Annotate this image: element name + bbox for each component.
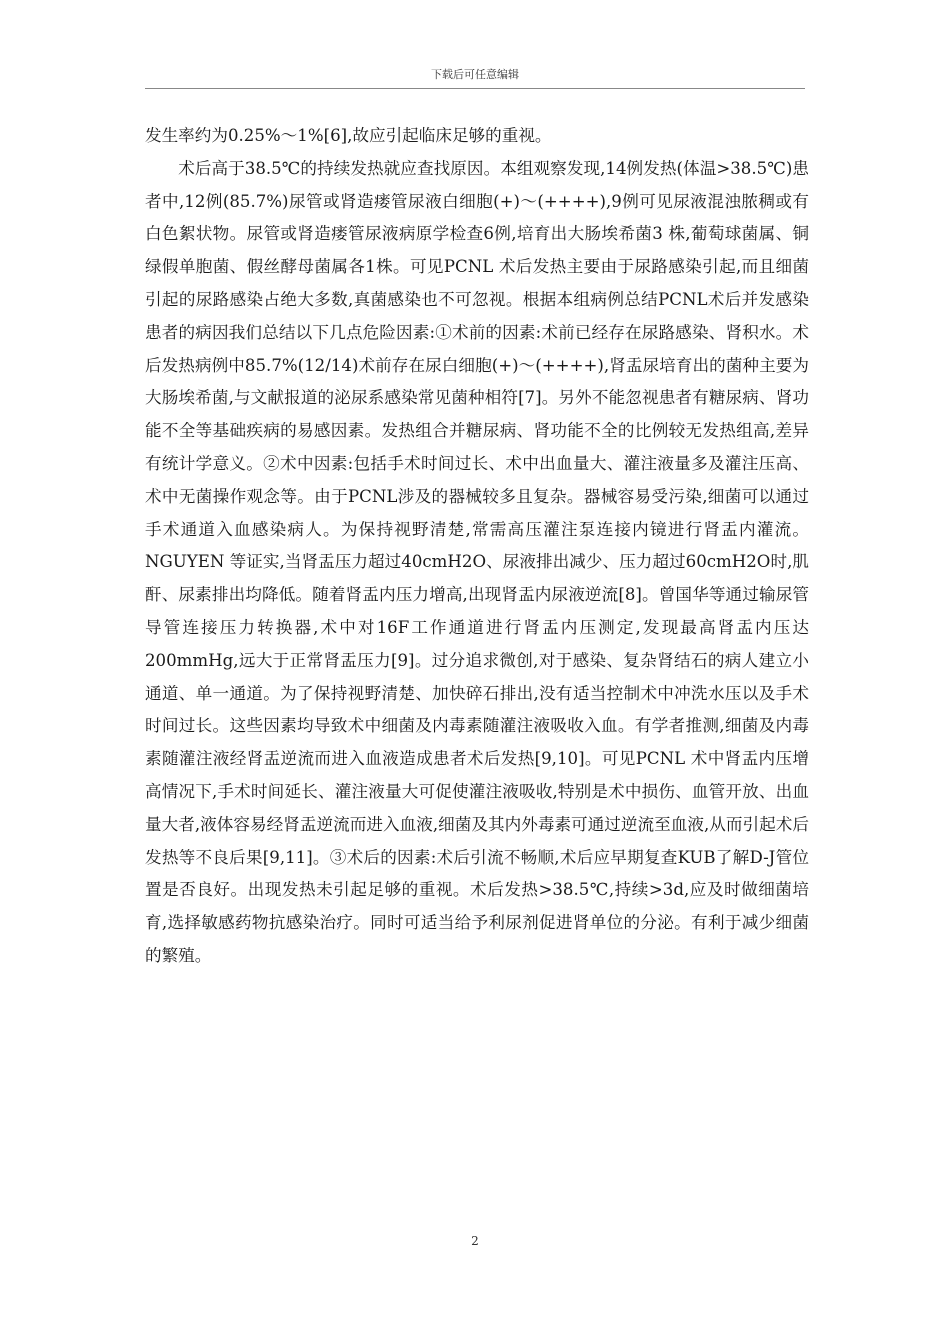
page-header: 下载后可任意编辑 — [431, 68, 519, 81]
header-rule — [145, 88, 805, 89]
paragraph-continuation: 发生率约为0.25%～1%[6],故应引起临床足够的重视。 — [145, 126, 552, 145]
page-number: 2 — [471, 1234, 479, 1248]
paragraph-main: 术后高于38.5℃的持续发热就应查找原因。本组观察发现,14例发热(体温>38.5℃)患者中,12例(85.7%)尿管或肾造瘘管尿液白细胞(+)～(++++),9例可见尿液混浊脓稠或有白色絮状物。尿管或肾造瘘管尿液病原学检查6例,培育出大肠埃希菌3 株,葡萄球菌属、铜绿假单胞菌、假丝酵母菌属各1株。可见PCNL 术后发热主要由于尿路感染引起,而且细菌引起的尿路感染占绝大多数,真菌感染也不可忽视。根据本组病例总结PCNL术后并发感染患者的病因我们总结以下几点危险因素:①术前的因素:术前已经存在尿路感染、肾积水。术后发热病例中85.7%(12/14)术前存在尿白细胞(+)～(++++),肾盂尿培育出的菌种主要为大肠埃希菌,与文献报道的泌尿系感染常见菌种相符[7]。另外不能忽视患者有糖尿病、肾功能不全等基础疾病的易感因素。发热组合并糖尿病、肾功能不全的比例较无发热组高,差异有统计学意义。②术中因素:包括手术时间过长、术中出血量大、灌注液量多及灌注压高、术中无菌操作观念等。由于PCNL涉及的器械较多且复杂。器械容易受污染,细菌可以通过手术通道入血感染病人。为保持视野清楚,常需高压灌注泵连接内镜进行肾盂内灌流。NGUYEN 等证实,当肾盂压力超过40cmH2O、尿液排出减少、压力超过60cmH2O时,肌酐、尿素排出均降低。随着肾盂内压力增高,出现肾盂内尿液逆流[8]。曾国华等通过输尿管导管连接压力转换器,术中对16F工作通道进行肾盂内压测定,发现最高肾盂内压达200mmHg,远大于正常肾盂压力[9]。过分追求微创,对于感染、复杂肾结石的病人建立小通道、单一通道。为了保持视野清楚、加快碎石排出,没有适当控制术中冲洗水压以及手术时间过长。这些因素均导致术中细菌及内毒素随灌注液吸收入血。有学者推测,细菌及内毒素随灌注液经肾盂逆流而进入血液造成患者术后发热[9,10]。可见PCNL 术中肾盂内压增高情况下,手术时间延长、灌注液量大可促使灌注液吸收,特别是术中损伤、血管开放、出血量大者,液体容易经肾盂逆流而进入血液,细菌及其内外毒素可通过逆流至血液,从而引起术后发热等不良后果[9,11]。③术后的因素:术后引流不畅顺,术后应早期复查KUB了解D-J管位置是否良好。出现发热未引起足够的重视。术后发热>38.5℃,持续>3d,应及时做细菌培育,选择敏感药物抗感染治疗。同时可适当给予利尿剂促进肾单位的分泌。有利于减少细菌的繁殖。 — [145, 158, 809, 965]
body-text — [145, 120, 809, 973]
